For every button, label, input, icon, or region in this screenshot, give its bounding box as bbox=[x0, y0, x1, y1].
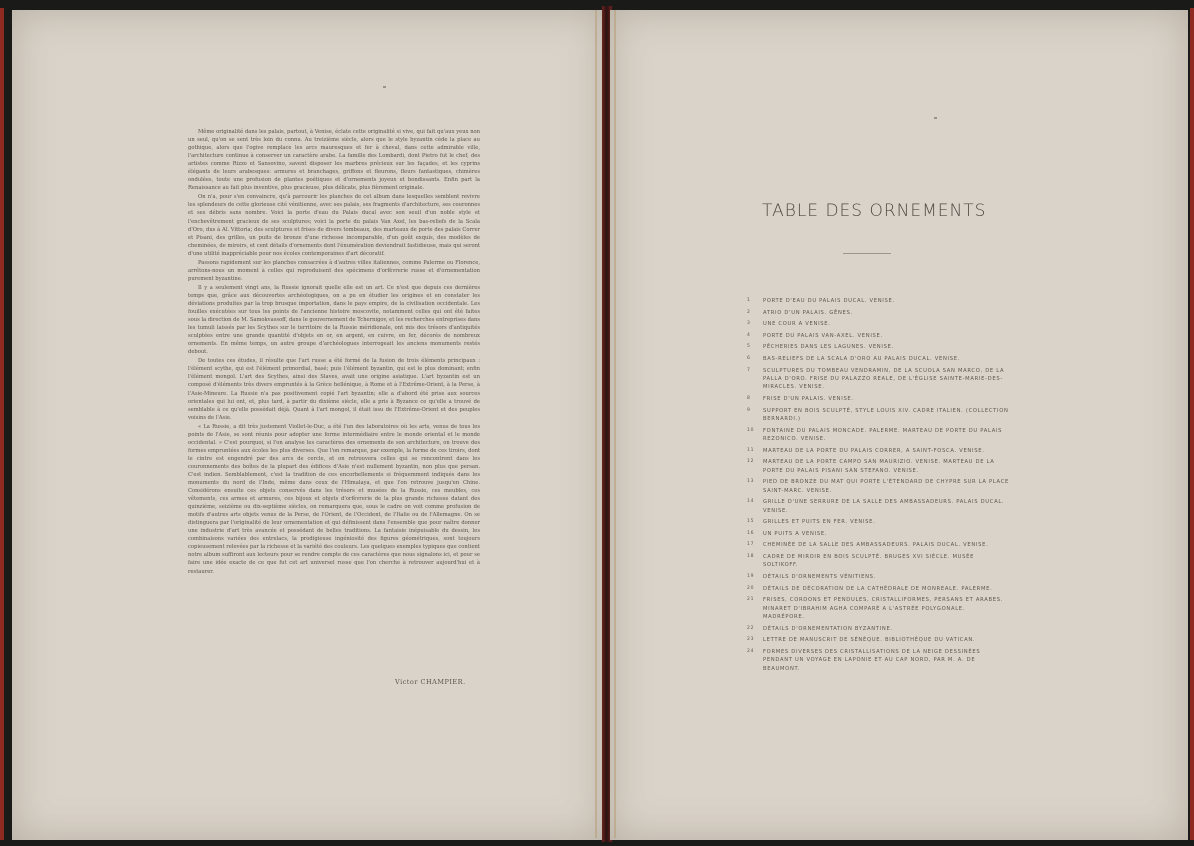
toc-entry-number: 21 bbox=[747, 597, 755, 603]
toc-entry-title: CHEMINÉE DE LA SALLE DES AMBASSADEURS. PALAIS DUCAL. VENISE. bbox=[763, 542, 989, 549]
toc-entry bbox=[747, 427, 1009, 444]
page-mark bbox=[934, 117, 937, 119]
toc-entry bbox=[747, 447, 1009, 455]
toc-entry bbox=[747, 320, 1009, 328]
gutter-line-right bbox=[614, 10, 616, 838]
toc-entry bbox=[747, 407, 1009, 424]
toc-entry bbox=[747, 573, 1009, 581]
toc-entry-number: 20 bbox=[747, 585, 755, 591]
toc-entry-title: CADRE DE MIROIR EN BOIS SCULPTÉ. BRUGES XVI SIÈCLE. MUSÉE SOLTIKOFF. bbox=[763, 553, 975, 569]
toc-entry bbox=[747, 541, 1009, 549]
toc-entry-number: 8 bbox=[747, 395, 751, 401]
essay-text bbox=[188, 128, 480, 577]
toc-entry-title: MARTEAU DE LA PORTE CAMPO SAN MAURIZIO. VENISE. MARTEAU DE LA PORTE DU PALAIS PISANI SAN STEFANO. VENISE. bbox=[763, 459, 995, 474]
toc-entry bbox=[747, 458, 1009, 475]
toc-entry-title: FRISE D'UN PALAIS. VENISE. bbox=[763, 395, 854, 402]
toc-entry bbox=[747, 332, 1009, 340]
toc-entry-title: UN PUITS A VENISE. bbox=[763, 530, 828, 537]
toc-entry-title: LETTRE DE MANUSCRIT DE SÉNÈQUE. BIBLIOTHÈQUE DU VATICAN. bbox=[763, 637, 976, 644]
toc-entry bbox=[747, 530, 1009, 538]
toc-entry-number: 5 bbox=[747, 344, 751, 350]
essay-paragraph: « La Russie, a dit très justement Viollet-le-Duc, a été l'un des laboratoires où les arts, venus de tous les points de l'Asie, se sont réunis pour adopter une forme intermédiaire entre le monde oriental et le monde occidental. » C'est pourquoi, si l'on analyse les caractères des ornements de son architecture, on trouve des formes empruntées aux écoles les plus diverses. Que l'on remarque, par exemple, la forme de ces tiroirs, dont le cintre est engendré par des arcs de cercle, et on retrouvera celles qui se rencontrent dans les couronnements des boîtes de la plupart des édifices d'Asie n'est nullement byzantin, non plus que persan. C'est indien. Semblablement, c'est la tradition de ces encorbellements si fréquemment indiqués dans les monuments du nord de l'Inde, même dans ceux de l'Himalaya, et que l'on retrouve jusqu'en Chine. Considérons ensuite ces objets conservés dans les trésors et musées de la Russie, ces meubles, ces vêtements, ces armes et armures, ces bijoux et objets d'orfèvrerie de la plus grande richesse datant des quinzième, seizième ou dix-septième siècles, on remarquera que, sous le cadre on voit comme profusion de motifs d'autres arts objets venus de la Perse, de l'Orient, de l'Occident, de l'Italie ou de l'Allemagne. On se distinguera par l'originalité de leur ornementation et qui définissent dans l'ensemble que pour naître donner une industrie d'art très avancée et possédant de belles traditions. La fantaisie inépuisable du dessin, les combinaisons variées des entrelacs, la prodigieuse ingéniosité des figures géométriques, sont toujours copieusement relevées par la richesse et la variété des couleurs. Les quelques exemples typiques que contient notre album suffiront aux lecteurs pour se rendre compte de ces caractères que nous signalons ici, et pour se faire une idée exacte de ce que fut cet art universel russe que l'on cherche à retrouver aujourd'hui et à restaurer. bbox=[188, 423, 480, 575]
toc-entry-number: 4 bbox=[747, 332, 751, 338]
essay-paragraph: De toutes ces études, il résulte que l'art russe a été formé de la fusion de trois éléments principaux : l'élément scythe, qui est l'élément primordial, basé; puis l'élément byzantin, qui est le plus dominant; enfin l'élément mongol. L'art des Scythes, ainsi des Slaves, avait une origine asiatique. L'art byzantin est un composé d'éléments très divers empruntés à la Grèce hellénique, à Rome et à l'Extrême-Orient, à la Perse, à l'Asie-Mineure. La Russie n'a pas positivement copié l'art byzantin; elle a d'abord été prise aux sources orientales qui lui ont, et, plus tard, à partir du dixième siècle, elle a pris à Byzance ce qu'elle a trouvé de semblable à ce qu'elle possédait déjà. Quant à l'art mongol, il était issu de l'Extrême-Orient et des peuples voisins de l'Asie. bbox=[188, 358, 480, 421]
toc-entry-title: GRILLE D'UNE SERRURE DE LA SALLE DES AMBASSADEURS. PALAIS DUCAL. VENISE. bbox=[763, 499, 1005, 514]
toc-entry-number: 14 bbox=[747, 499, 755, 505]
toc-entry-title: PIED DE BRONZE DU MAT QUI PORTE L'ÉTENDARD DE CHYPRE SUR LA PLACE SAINT-MARC. VENISE. bbox=[763, 479, 1010, 494]
table-of-ornaments bbox=[747, 297, 1009, 676]
toc-entry bbox=[747, 625, 1009, 633]
toc-entry bbox=[747, 343, 1009, 351]
toc-entry-title: FRISES, CORDONS ET PENDULES, CRISTALLIFORMES, PERSANS ET ARABES. MINARET D'IBRAHIM AGHA COMPARÉ A L'ASTRÉE POLYGONALE. MADRÉPORE. bbox=[763, 597, 1004, 620]
toc-entry bbox=[747, 395, 1009, 403]
toc-entry-number: 1 bbox=[747, 298, 751, 303]
toc-entry-title: DÉTAILS D'ORNEMENTATION BYZANTINE. bbox=[763, 625, 893, 632]
page-mark bbox=[383, 86, 386, 88]
toc-entry-number: 9 bbox=[747, 407, 751, 413]
toc-entry-title: DÉTAILS D'ORNEMENTS VÉNITIENS. bbox=[763, 573, 876, 580]
toc-entry-number: 6 bbox=[747, 355, 751, 361]
toc-entry-number: 24 bbox=[747, 648, 755, 654]
gutter-line-left bbox=[595, 10, 597, 838]
toc-entry-number: 22 bbox=[747, 625, 755, 631]
toc-entry bbox=[747, 585, 1009, 593]
toc-entry-number: 10 bbox=[747, 427, 755, 433]
toc-entry-title: ATRIO D'UN PALAIS. GÊNES. bbox=[763, 309, 853, 316]
toc-entry bbox=[747, 297, 1009, 305]
toc-entry bbox=[747, 553, 1009, 570]
toc-entry-title: DÉTAILS DE DÉCORATION DE LA CATHÉDRALE DE MONREALE. PALERME. bbox=[763, 585, 993, 592]
toc-entry-title: GRILLES ET PUITS EN FER. VENISE. bbox=[763, 519, 876, 526]
toc-entry-number: 2 bbox=[747, 309, 751, 315]
toc-entry-number: 3 bbox=[747, 321, 751, 327]
toc-entry bbox=[747, 648, 1009, 673]
toc-entry bbox=[747, 518, 1009, 526]
left-cover-edge bbox=[0, 8, 4, 840]
title-divider bbox=[843, 253, 891, 254]
toc-entry-title: MARTEAU DE LA PORTE DU PALAIS CORRER, A SAINT-FOSCA. VENISE. bbox=[763, 447, 985, 454]
toc-entry bbox=[747, 309, 1009, 317]
essay-paragraph: Passons rapidement sur les planches consacrées à d'autres villes italiennes, comme Palerme ou Florence, arrêtons-nous un moment à celles qui reproduisent des spécimens d'orfèvrerie russe et d'ornementation purement byzantine. bbox=[188, 259, 480, 282]
toc-entry bbox=[747, 355, 1009, 363]
toc-entry-number: 23 bbox=[747, 637, 755, 643]
toc-entry-number: 7 bbox=[747, 367, 751, 373]
toc-entry-number: 19 bbox=[747, 573, 755, 579]
toc-entry-title: UNE COUR A VENISE. bbox=[763, 321, 831, 328]
toc-entry-number: 18 bbox=[747, 553, 755, 559]
toc-entry-number: 13 bbox=[747, 479, 755, 485]
toc-entry bbox=[747, 367, 1009, 392]
toc-entry-title: PORTE DU PALAIS VAN-AXEL. VENISE. bbox=[763, 332, 883, 339]
toc-entry bbox=[747, 498, 1009, 515]
toc-entry bbox=[747, 596, 1009, 621]
toc-entry bbox=[747, 636, 1009, 644]
essay-paragraph: Il y a seulement vingt ans, la Russie ignorait quelle elle est un art. Ce n'est que depuis ces dernières temps que, grâce aux découvertes archéologiques, on a pu en étudier les origines et en constater les déviations produites par la trop brusque importation, dans le pays empire, de la civilisation occidentale. Les fouilles exécutées sur tous les points de l'ancienne histoire moscovite, notamment celles qui ont été faites sous la direction de M. Samokvassoff, dans le gouvernement de Tchernigov, et les recherches entreprises dans les tumuli laissés par les Scythes sur le territoire de la Russie méridionale, ont mis des trésors d'antiquités sculptées entre une grande quantité d'objets en or, en argent, en cuivre, en fer, décorés de nombreux ornements. En même temps, un autre groupe d'archéologues interrogeait les anciens monuments restés debout. bbox=[188, 284, 480, 356]
page-title: TABLE DES ORNEMENTS bbox=[762, 201, 987, 221]
toc-entry-number: 12 bbox=[747, 459, 755, 465]
toc-entry-title: PORTE D'EAU DU PALAIS DUCAL. VENISE. bbox=[763, 298, 895, 304]
toc-entry-number: 16 bbox=[747, 530, 755, 536]
toc-entry-title: FONTAINE DU PALAIS MONCADE. PALERME. MARTEAU DE PORTE DU PALAIS REZONICO. VENISE. bbox=[763, 427, 1003, 442]
toc-entry-title: FORMES DIVERSES DES CRISTALLISATIONS DE LA NEIGE DESSINÉES PENDANT UN VOYAGE EN LAPONIE ET AU CAP NORD, PAR M. A. DE BEAUMONT. bbox=[763, 648, 981, 672]
toc-entry-number: 15 bbox=[747, 519, 755, 525]
right-cover-edge bbox=[1190, 8, 1194, 840]
essay-paragraph: Même originalité dans les palais, partout, à Venise, éclate cette originalité si vive, qui fait qu'aux yeux non un seul, qu'on se sent très loin du connu. Au treizième siècle, alors que le style byzantin cède la place au gothique, alors que l'ogive remplace les arcs mauresques et fer à cheval, dans cette admirable ville, l'architecture continue à conserver un caractère arabe. La famille des Lombardi, dont Pietro fut le chef, des artistes comme Rizzo et Sansovino, savent disposer les marbres précieux sur les façades, et les cyprins élégants de leurs arabesques: armures et branchages, griffons et fleurons, fleurs fantastiques, chimères ondulées, toute une profusion de plantes poétiques et d'ornements joyeux et bondissants. Enfin part la Renaissance au fait plus inventive, plus gracieuse, plus délicate, plus fièrement originale. bbox=[188, 129, 480, 192]
toc-entry-title: SCULPTURES DU TOMBEAU VENDRAMIN, DE LA SCUOLA SAN MARCO, DE LA PALLA D'ORO. FRISE DU PALAZZO REALE, DE L'ÉGLISE SAINTE-MARIE-DES-MIRACLES. VENISE. bbox=[763, 367, 1005, 391]
toc-entry-number: 17 bbox=[747, 542, 755, 548]
essay-paragraph: On n'a, pour s'en convaincre, qu'à parcourir les planches de cet album dans lesquelles semblent revivre les splendeurs de cette glorieuse cité vénitienne, avec ses palais, ses fragments d'architecture, ses couronnes et ses débris sans nombre. Voici la porte d'eau du Palais ducal avec son seuil d'un noble style et l'enchevêtrement gracieux de ses sculptures; voici la porte du palais Van Axel, les bas-reliefs de la Scala d'Oro, dus à Al. Vittoria; des sculptures et frises de divers tombeaux, des marteaux de porte des palais Correr et Pisani, des grilles, un puits de bronze d'une richesse incomparable, d'un goût exquis, des modèles de cheminées, de miroirs, et cent détails d'ornements dont l'énumération deviendrait fastidieuse, mais qui seront d'une utilité inappréciable pour nos écoles contemporaines d'art décoratif. bbox=[188, 194, 480, 257]
toc-entry bbox=[747, 478, 1009, 495]
toc-entry-number: 11 bbox=[747, 447, 755, 453]
toc-entry-title: SUPPORT EN BOIS SCULPTÉ, STYLE LOUIS XIV. CADRE ITALIEN. (COLLECTION BERNARDI.) bbox=[763, 407, 1009, 422]
author-signature: Victor CHAMPIER. bbox=[395, 678, 466, 686]
toc-entry-title: BAS-RELIEFS DE LA SCALA D'ORO AU PALAIS DUCAL. VENISE. bbox=[763, 355, 961, 362]
toc-entry-title: PÊCHERIES DANS LES LAGUNES. VENISE. bbox=[763, 344, 894, 351]
